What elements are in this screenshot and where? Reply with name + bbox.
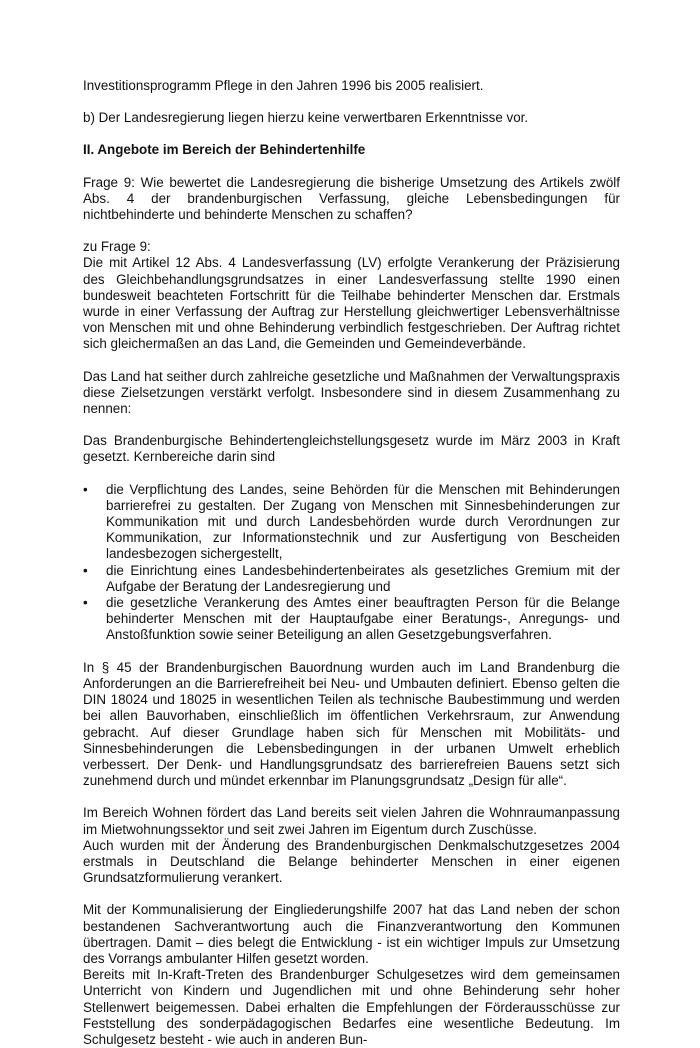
bullet-list [83, 482, 620, 644]
answer-paragraph-5a: Im Bereich Wohnen fördert das Land bereits seit vielen Jahren die Wohnraumanpassung im Mietwohnungssektor und seit zwei Jahren im Eigentum durch Zuschüsse. [83, 805, 620, 837]
bullet-marker: • [83, 481, 88, 497]
answer-label: zu Frage 9: [83, 239, 151, 255]
list-item-text: die gesetzliche Verankerung des Amtes einer beauftragten Person für die Belange behinderter Menschen mit der Hauptaufgabe einer Beratungs-, Anregungs- und Anstoßfunktion sowie seiner Beteiligung an allen Gesetzgebungsverfahren. [106, 595, 620, 643]
answer-paragraph-4: In § 45 der Brandenburgischen Bauordnung wurden auch im Land Brandenburg die Anforderungen an die Barrierefreiheit bei Neu- und Umbauten definiert. Ebenso gelten die DIN 18024 und 18025 in wesentlichen Teilen als technische Baubestimmung und werden bei allen Bauvorhaben, einschließlich im öffentlichen Verkehrsraum, zur Anwendung gebracht. Auf dieser Grundlage haben sich für Menschen mit Mobilitäts- und Sinnesbehinderungen die Lebensbedingungen in der urbanen Umwelt erheblich verbessert. Der Denk- und Handlungsgrundsatz des barrierefreien Bauens setzt sich zunehmend durch und mündet erkennbar im Planungsgrundsatz „Design für alle“. [83, 659, 620, 789]
list-item-text: die Verpflichtung des Landes, seine Behörden für die Menschen mit Behinderungen barrierefrei zu gestalten. Der Zugang von Menschen mit Sinnesbehinderungen zur Kommunikation mit und durch Landesbehörden wurde durch Verordnungen zur Kommunikation, zur Informationstechnik und zur Ausfertigung von Bescheiden landesbezogen sichergestellt, [106, 481, 620, 562]
answer-b-paragraph: b) Der Landesregierung liegen hierzu keine verwertbaren Erkenntnisse vor. [83, 110, 529, 126]
list-item-text: die Einrichtung eines Landesbehindertenbeirates als gesetzliches Gremium mit der Aufgabe der Beratung der Landesregierung und [106, 562, 620, 594]
answer-paragraph-5b: Auch wurden mit der Änderung des Brandenburgischen Denkmalschutzgesetzes 2004 erstmals in Deutschland die Belange behinderter Menschen in einer eigenen Grundsatzformulierung verankert. [83, 837, 620, 886]
bullet-marker: • [83, 595, 88, 611]
answer-paragraph-2: Das Land hat seither durch zahlreiche gesetzliche und Maßnahmen der Verwaltungspraxis diese Zielsetzungen verstärkt verfolgt. Insbesondere sind in diesem Zusammenhang zu nennen: [83, 368, 620, 417]
bullet-marker: • [83, 562, 88, 578]
list-item [83, 563, 620, 595]
answer-paragraph-6b: Bereits mit In-Kraft-Treten des Brandenburger Schulgesetzes wird dem gemeinsamen Unterricht von Kindern und Jugendlichen mit und ohne Behinderung sehr hoher Stellenwert beigemessen. Dabei erhalten die Empfehlungen der Förderausschüsse zur Feststellung des sonderpädagogischen Bedarfes eine wesentliche Bedeutung. Im Schulgesetz besteht - wie auch in anderen Bun- [83, 967, 620, 1047]
question-9: Frage 9: Wie bewertet die Landesregierung die bisherige Umsetzung des Artikels zwölf Abs. 4 der brandenburgischen Verfassung, gleiche Lebensbedingungen für nichtbehinderte und behinderte Menschen zu schaffen? [83, 174, 620, 223]
answer-paragraph-3: Das Brandenburgische Behindertengleichstellungsgesetz wurde im März 2003 in Kraft gesetzt. Kernbereiche darin sind [83, 433, 620, 465]
list-item [83, 482, 620, 563]
section-heading: II. Angebote im Bereich der Behindertenhilfe [83, 142, 366, 158]
answer-paragraph-6a: Mit der Kommunalisierung der Eingliederungshilfe 2007 hat das Land neben der schon bestandenen Sachverantwortung auch die Finanzverantwortung den Kommunen übertragen. Damit – dies belegt die Entwicklung - ist ein wichtiger Impuls zur Umsetzung des Vorrangs ambulanter Hilfen gesetzt worden. [83, 902, 620, 966]
intro-paragraph: Investitionsprogramm Pflege in den Jahren 1996 bis 2005 realisiert. [83, 78, 484, 93]
answer-paragraph-1: Die mit Artikel 12 Abs. 4 Landesverfassung (LV) erfolgte Verankerung der Präzisierung des Gleichbehandlungsgrundsatzes in einer Landesverfassung stellte 1990 einen bundesweit beachteten Fortschritt für die Teilhabe behinderter Menschen dar. Erstmals wurde in einer Verfassung der Auftrag zur Herstellung gleichwertiger Lebensverhältnisse von Menschen mit und ohne Behinderung verbindlich festgeschrieben. Der Auftrag richtet sich gleichermaßen an das Land, die Gemeinden und Gemeindeverbände. [83, 255, 620, 352]
list-item [83, 595, 620, 644]
